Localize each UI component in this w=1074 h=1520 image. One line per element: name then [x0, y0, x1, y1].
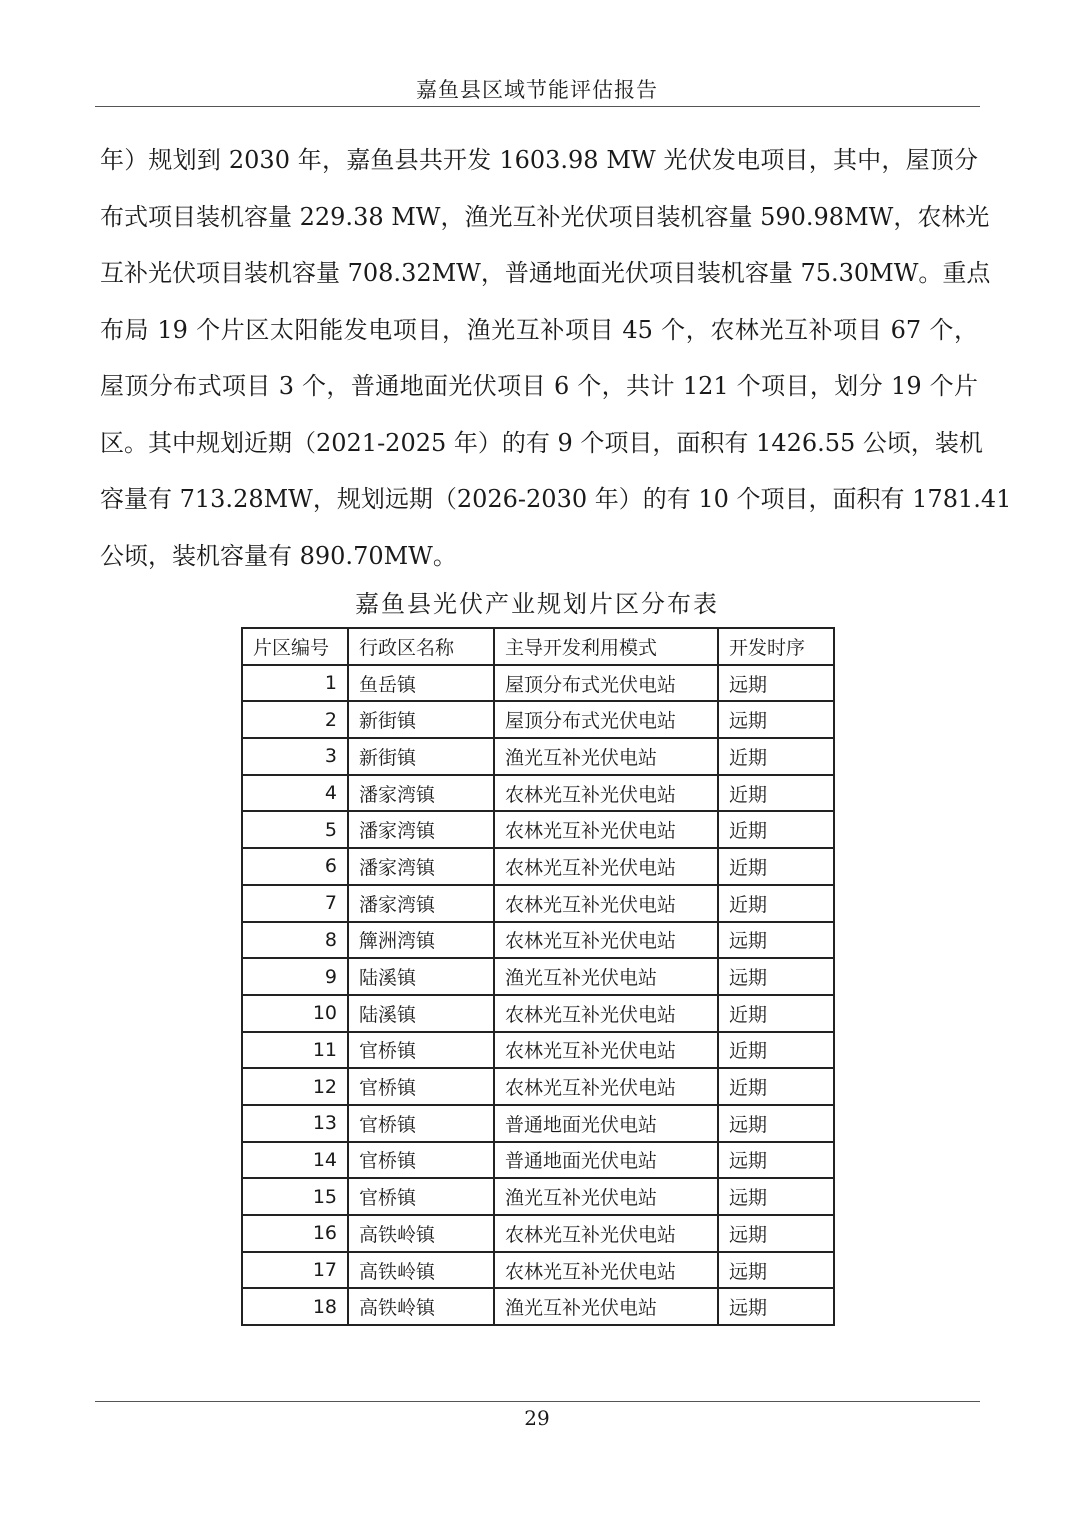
district-number-cell: 13 [242, 1105, 348, 1142]
admin-region-cell: 潘家湾镇 [348, 885, 494, 922]
table-row [242, 1178, 834, 1215]
paragraph-line: 布局 19 个片区太阳能发电项目，渔光互补项目 45 个，农林光互补项目 67 个， [100, 315, 978, 344]
table-row [242, 701, 834, 738]
table-header-row [242, 628, 834, 665]
admin-region-cell: 高铁岭镇 [348, 1288, 494, 1325]
table-row [242, 811, 834, 848]
district-number-cell: 11 [242, 1032, 348, 1069]
table-row [242, 1068, 834, 1105]
district-number-cell: 12 [242, 1068, 348, 1105]
body-paragraph [100, 132, 1012, 584]
development-phase-cell: 远期 [718, 922, 834, 959]
development-mode-cell: 普通地面光伏电站 [494, 1105, 718, 1142]
district-number-cell: 15 [242, 1178, 348, 1215]
development-phase-cell: 近期 [718, 848, 834, 885]
development-mode-cell: 农林光互补光伏电站 [494, 922, 718, 959]
district-number-cell: 3 [242, 738, 348, 775]
development-phase-cell: 近期 [718, 811, 834, 848]
admin-region-cell: 高铁岭镇 [348, 1215, 494, 1252]
development-phase-cell: 近期 [718, 738, 834, 775]
table-row [242, 665, 834, 702]
district-distribution-table [241, 627, 835, 1326]
paragraph-line: 互补光伏项目装机容量 708.32MW，普通地面光伏项目装机容量 75.30MW。重点 [100, 259, 991, 287]
development-mode-cell: 屋顶分布式光伏电站 [494, 665, 718, 702]
development-mode-cell: 普通地面光伏电站 [494, 1142, 718, 1179]
development-phase-cell: 远期 [718, 1288, 834, 1325]
paragraph-line: 公顷，装机容量有 890.70MW。 [100, 541, 457, 570]
district-number-cell: 7 [242, 885, 348, 922]
development-phase-cell: 远期 [718, 1178, 834, 1215]
development-mode-cell: 渔光互补光伏电站 [494, 1288, 718, 1325]
development-phase-cell: 近期 [718, 1032, 834, 1069]
development-phase-cell: 近期 [718, 995, 834, 1032]
admin-region-cell: 潘家湾镇 [348, 775, 494, 812]
header-divider [95, 106, 980, 107]
development-phase-cell: 近期 [718, 775, 834, 812]
admin-region-cell: 潘家湾镇 [348, 848, 494, 885]
development-mode-cell: 渔光互补光伏电站 [494, 1178, 718, 1215]
development-mode-cell: 渔光互补光伏电站 [494, 738, 718, 775]
development-phase-cell: 远期 [718, 701, 834, 738]
development-mode-cell: 农林光互补光伏电站 [494, 811, 718, 848]
column-header: 主导开发利用模式 [494, 628, 718, 665]
table-row [242, 848, 834, 885]
paragraph-line: 容量有 713.28MW，规划远期（2026-2030 年）的有 10 个项目，面积有 1781.41 [100, 485, 1012, 513]
paragraph-line: 区。其中规划近期（2021-2025 年）的有 9 个项目，面积有 1426.55 公顷，装机 [100, 428, 983, 457]
development-phase-cell: 远期 [718, 958, 834, 995]
development-mode-cell: 渔光互补光伏电站 [494, 958, 718, 995]
column-header: 行政区名称 [348, 628, 494, 665]
table-row [242, 775, 834, 812]
admin-region-cell: 官桥镇 [348, 1178, 494, 1215]
district-number-cell: 16 [242, 1215, 348, 1252]
admin-region-cell: 陆溪镇 [348, 958, 494, 995]
district-number-cell: 9 [242, 958, 348, 995]
table-row [242, 1142, 834, 1179]
table-row [242, 995, 834, 1032]
admin-region-cell: 鱼岳镇 [348, 665, 494, 702]
column-header: 开发时序 [718, 628, 834, 665]
development-phase-cell: 远期 [718, 1215, 834, 1252]
table-row [242, 1032, 834, 1069]
development-mode-cell: 屋顶分布式光伏电站 [494, 701, 718, 738]
development-phase-cell: 远期 [718, 1142, 834, 1179]
district-number-cell: 5 [242, 811, 348, 848]
admin-region-cell: 官桥镇 [348, 1068, 494, 1105]
district-number-cell: 2 [242, 701, 348, 738]
development-mode-cell: 农林光互补光伏电站 [494, 1252, 718, 1289]
district-number-cell: 4 [242, 775, 348, 812]
development-phase-cell: 远期 [718, 1105, 834, 1142]
footer-divider [95, 1401, 980, 1402]
table-caption: 嘉鱼县光伏产业规划片区分布表 [355, 590, 719, 618]
district-number-cell: 10 [242, 995, 348, 1032]
district-number-cell: 1 [242, 665, 348, 702]
table-row [242, 1215, 834, 1252]
admin-region-cell: 簰洲湾镇 [348, 922, 494, 959]
table-row [242, 885, 834, 922]
district-number-cell: 18 [242, 1288, 348, 1325]
development-mode-cell: 农林光互补光伏电站 [494, 1215, 718, 1252]
development-mode-cell: 农林光互补光伏电站 [494, 1032, 718, 1069]
page-number: 29 [524, 1406, 550, 1430]
district-number-cell: 6 [242, 848, 348, 885]
development-mode-cell: 农林光互补光伏电站 [494, 995, 718, 1032]
admin-region-cell: 官桥镇 [348, 1105, 494, 1142]
development-mode-cell: 农林光互补光伏电站 [494, 1068, 718, 1105]
district-number-cell: 14 [242, 1142, 348, 1179]
development-phase-cell: 近期 [718, 885, 834, 922]
admin-region-cell: 高铁岭镇 [348, 1252, 494, 1289]
table-row [242, 738, 834, 775]
development-phase-cell: 远期 [718, 1252, 834, 1289]
admin-region-cell: 官桥镇 [348, 1142, 494, 1179]
admin-region-cell: 新街镇 [348, 701, 494, 738]
table-row [242, 958, 834, 995]
paragraph-line: 屋顶分布式项目 3 个，普通地面光伏项目 6 个，共计 121 个项目，划分 19 个片 [100, 372, 978, 400]
table-row [242, 1105, 834, 1142]
admin-region-cell: 陆溪镇 [348, 995, 494, 1032]
page-header-title: 嘉鱼县区域节能评估报告 [416, 78, 658, 102]
admin-region-cell: 新街镇 [348, 738, 494, 775]
table-row [242, 1252, 834, 1289]
paragraph-line: 布式项目装机容量 229.38 MW，渔光互补光伏项目装机容量 590.98MW，农林光 [100, 202, 990, 231]
column-header: 片区编号 [242, 628, 348, 665]
development-phase-cell: 近期 [718, 1068, 834, 1105]
development-mode-cell: 农林光互补光伏电站 [494, 775, 718, 812]
district-number-cell: 8 [242, 922, 348, 959]
development-phase-cell: 远期 [718, 665, 834, 702]
table-row [242, 1288, 834, 1325]
paragraph-line: 年）规划到 2030 年，嘉鱼县共开发 1603.98 MW 光伏发电项目，其中，屋顶分 [100, 146, 978, 174]
table-row [242, 922, 834, 959]
development-mode-cell: 农林光互补光伏电站 [494, 885, 718, 922]
admin-region-cell: 官桥镇 [348, 1032, 494, 1069]
development-mode-cell: 农林光互补光伏电站 [494, 848, 718, 885]
admin-region-cell: 潘家湾镇 [348, 811, 494, 848]
district-number-cell: 17 [242, 1252, 348, 1289]
